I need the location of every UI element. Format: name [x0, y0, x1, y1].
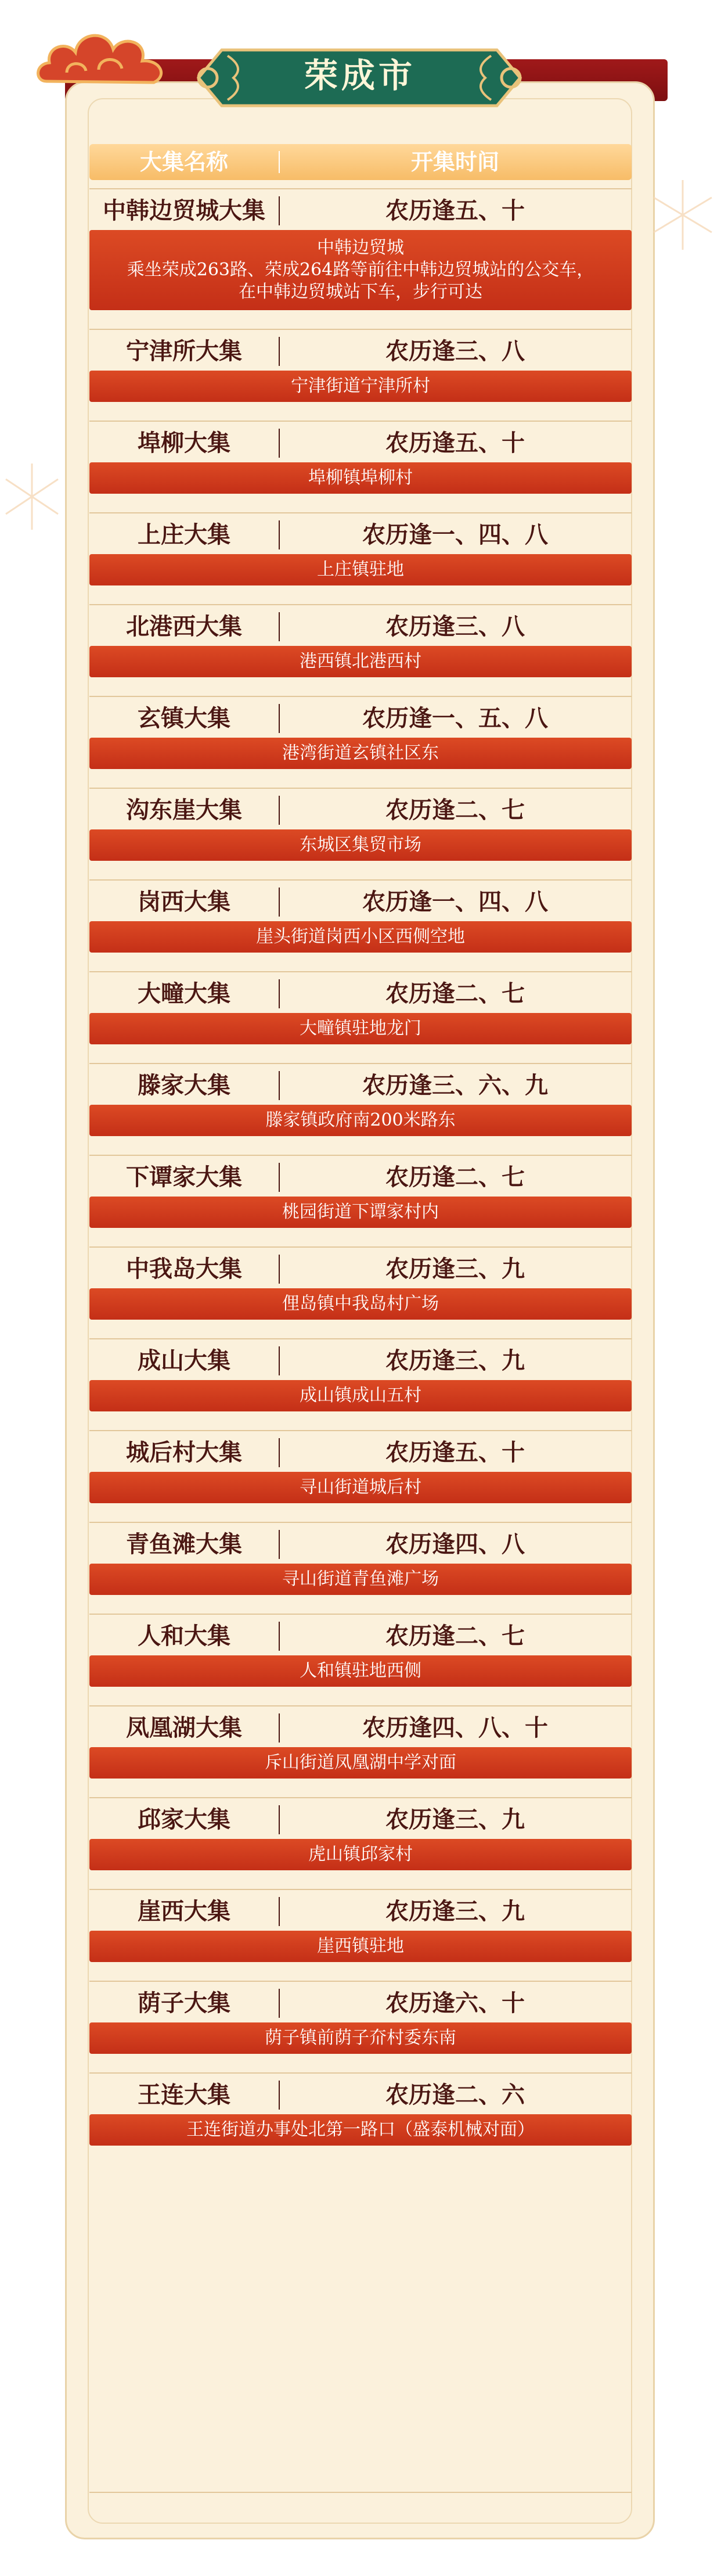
market-name: 滕家大集: [138, 1072, 230, 1099]
row-divider: [89, 879, 632, 881]
row-divider: [89, 1797, 632, 1798]
market-name: 上庄大集: [138, 521, 230, 548]
market-name: 岗西大集: [138, 888, 230, 915]
market-location: [89, 2114, 632, 2146]
market-location: [89, 1288, 632, 1320]
market-name: 人和大集: [138, 1622, 230, 1650]
location-line: 乘坐荣成263路、荣成264路等前往中韩边贸城站的公交车，: [127, 260, 594, 280]
row-divider: [89, 1338, 632, 1339]
market-location: [89, 1197, 632, 1228]
market-location: [89, 1380, 632, 1411]
market-location: [89, 1472, 632, 1503]
market-time: 农历逢二、七: [385, 796, 525, 824]
location-line: 港湾街道玄镇社区东: [282, 743, 439, 763]
location-line: 斥山街道凤凰湖中学对面: [265, 1752, 456, 1773]
market-row: [89, 879, 632, 953]
market-name: 城后村大集: [126, 1439, 242, 1466]
market-location: [89, 1931, 632, 1962]
market-name: 玄镇大集: [138, 705, 230, 732]
table-bottom-rule: [89, 2492, 632, 2493]
market-time: 农历逢三、九: [385, 1806, 525, 1833]
market-row: [89, 1981, 632, 2054]
market-time: 农历逢一、五、八: [362, 705, 548, 732]
market-row: [89, 971, 632, 1044]
row-divider: [89, 1522, 632, 1523]
row-divider: [89, 1246, 632, 1248]
market-time: 农历逢四、八: [385, 1530, 525, 1558]
market-name: 大疃大集: [138, 980, 230, 1007]
market-time: 农历逢三、八: [385, 613, 525, 640]
row-divider: [89, 2072, 632, 2074]
location-line: 寻山街道青鱼滩广场: [282, 1569, 439, 1589]
market-row: [89, 604, 632, 677]
market-time: 农历逢三、九: [385, 1347, 525, 1374]
location-line: 在中韩边贸城站下车，步行可达: [239, 282, 482, 302]
row-divider: [89, 188, 632, 189]
market-location: [89, 371, 632, 402]
market-time: 农历逢一、四、八: [362, 521, 548, 548]
market-location: [89, 2022, 632, 2054]
market-time: 农历逢五、十: [385, 197, 525, 224]
row-divider: [89, 421, 632, 422]
market-row: [89, 2072, 632, 2146]
market-time: 农历逢一、四、八: [362, 888, 548, 915]
row-divider: [89, 1705, 632, 1706]
market-name: 王连大集: [138, 2081, 230, 2108]
market-row: [89, 1155, 632, 1228]
location-line: 中韩边贸城: [317, 238, 404, 258]
market-name: 中韩边贸城大集: [103, 197, 265, 224]
location-line: 王连街道办事处北第一路口（盛泰机械对面）: [186, 2119, 535, 2140]
row-divider: [89, 696, 632, 697]
header-market-name: 大集名称: [139, 149, 228, 175]
market-name: 成山大集: [138, 1347, 230, 1374]
location-line: 宁津街道宁津所村: [291, 376, 430, 396]
market-row: [89, 1063, 632, 1136]
market-location: [89, 646, 632, 677]
market-name: 埠柳大集: [138, 429, 230, 457]
market-time: 农历逢三、九: [385, 1255, 525, 1282]
market-time: 农历逢三、六、九: [362, 1072, 548, 1099]
row-divider: [89, 512, 632, 513]
market-row: [89, 696, 632, 769]
location-line: 荫子镇前荫子夼村委东南: [265, 2028, 456, 2048]
market-time: 农历逢二、七: [385, 1163, 525, 1191]
market-name: 崖西大集: [138, 1898, 230, 1925]
auspicious-cloud-icon: [35, 17, 174, 99]
row-divider: [89, 329, 632, 330]
header-open-time: 开集时间: [410, 149, 499, 175]
market-location: [89, 738, 632, 769]
market-location: [89, 1839, 632, 1870]
market-row: [89, 421, 632, 494]
market-row: [89, 329, 632, 402]
market-name: 下谭家大集: [126, 1163, 242, 1191]
firework-icon: [648, 174, 718, 256]
market-time: 农历逢四、八、十: [362, 1714, 548, 1741]
page-title: 荣成市: [304, 56, 416, 95]
firework-icon: [0, 459, 64, 534]
row-divider: [89, 1981, 632, 1982]
market-location: [89, 462, 632, 494]
market-time: 农历逢二、六: [385, 2081, 525, 2108]
table-header: [89, 144, 632, 180]
market-row: [89, 188, 632, 310]
row-divider: [89, 1430, 632, 1431]
location-line: 寻山街道城后村: [300, 1477, 421, 1497]
market-row: [89, 1430, 632, 1503]
market-row: [89, 1338, 632, 1411]
market-name: 邱家大集: [138, 1806, 230, 1833]
market-row: [89, 1705, 632, 1779]
market-time: 农历逢三、九: [385, 1898, 525, 1925]
market-location: [89, 1013, 632, 1044]
market-time: 农历逢五、十: [385, 1439, 525, 1466]
market-location: [89, 230, 632, 310]
market-time: 农历逢五、十: [385, 429, 525, 457]
market-location: [89, 1564, 632, 1595]
market-row: [89, 1889, 632, 1962]
market-name: 中我岛大集: [126, 1255, 242, 1282]
location-line: 崖头街道岗西小区西侧空地: [256, 926, 465, 947]
market-location: [89, 1105, 632, 1136]
market-row: [89, 1246, 632, 1320]
market-location: [89, 829, 632, 861]
market-location: [89, 921, 632, 953]
location-line: 人和镇驻地西侧: [300, 1661, 421, 1681]
location-line: 东城区集贸市场: [300, 835, 421, 855]
market-row: [89, 788, 632, 861]
row-divider: [89, 1614, 632, 1615]
market-name: 凤凰湖大集: [126, 1714, 242, 1741]
market-name: 北港西大集: [126, 613, 242, 640]
location-line: 桃园街道下谭家村内: [282, 1202, 439, 1222]
market-name: 青鱼滩大集: [126, 1530, 242, 1558]
market-name: 宁津所大集: [126, 337, 242, 365]
market-row: [89, 1522, 632, 1595]
location-line: 成山镇成山五村: [300, 1385, 421, 1406]
location-line: 上庄镇驻地: [317, 559, 404, 580]
row-divider: [89, 971, 632, 972]
market-name: 荫子大集: [138, 1989, 230, 2017]
location-line: 俚岛镇中我岛村广场: [282, 1294, 439, 1314]
market-time: 农历逢二、七: [385, 1622, 525, 1650]
location-line: 崖西镇驻地: [317, 1936, 404, 1956]
location-line: 滕家镇政府南200米路东: [265, 1110, 456, 1130]
market-name: 沟东崖大集: [126, 796, 242, 824]
location-line: 大疃镇驻地龙门: [300, 1018, 421, 1039]
market-location: [89, 554, 632, 585]
market-row: [89, 512, 632, 585]
location-line: 虎山镇邱家村: [308, 1844, 413, 1864]
location-line: 埠柳镇埠柳村: [308, 468, 413, 488]
market-row: [89, 1614, 632, 1687]
market-location: [89, 1655, 632, 1687]
market-time: 农历逢六、十: [385, 1989, 525, 2017]
market-time: 农历逢三、八: [385, 337, 525, 365]
market-row: [89, 1797, 632, 1870]
row-divider: [89, 1155, 632, 1156]
market-time: 农历逢二、七: [385, 980, 525, 1007]
location-line: 港西镇北港西村: [300, 651, 421, 671]
market-location: [89, 1747, 632, 1779]
row-divider: [89, 788, 632, 789]
row-divider: [89, 1063, 632, 1064]
row-divider: [89, 1889, 632, 1890]
row-divider: [89, 604, 632, 605]
